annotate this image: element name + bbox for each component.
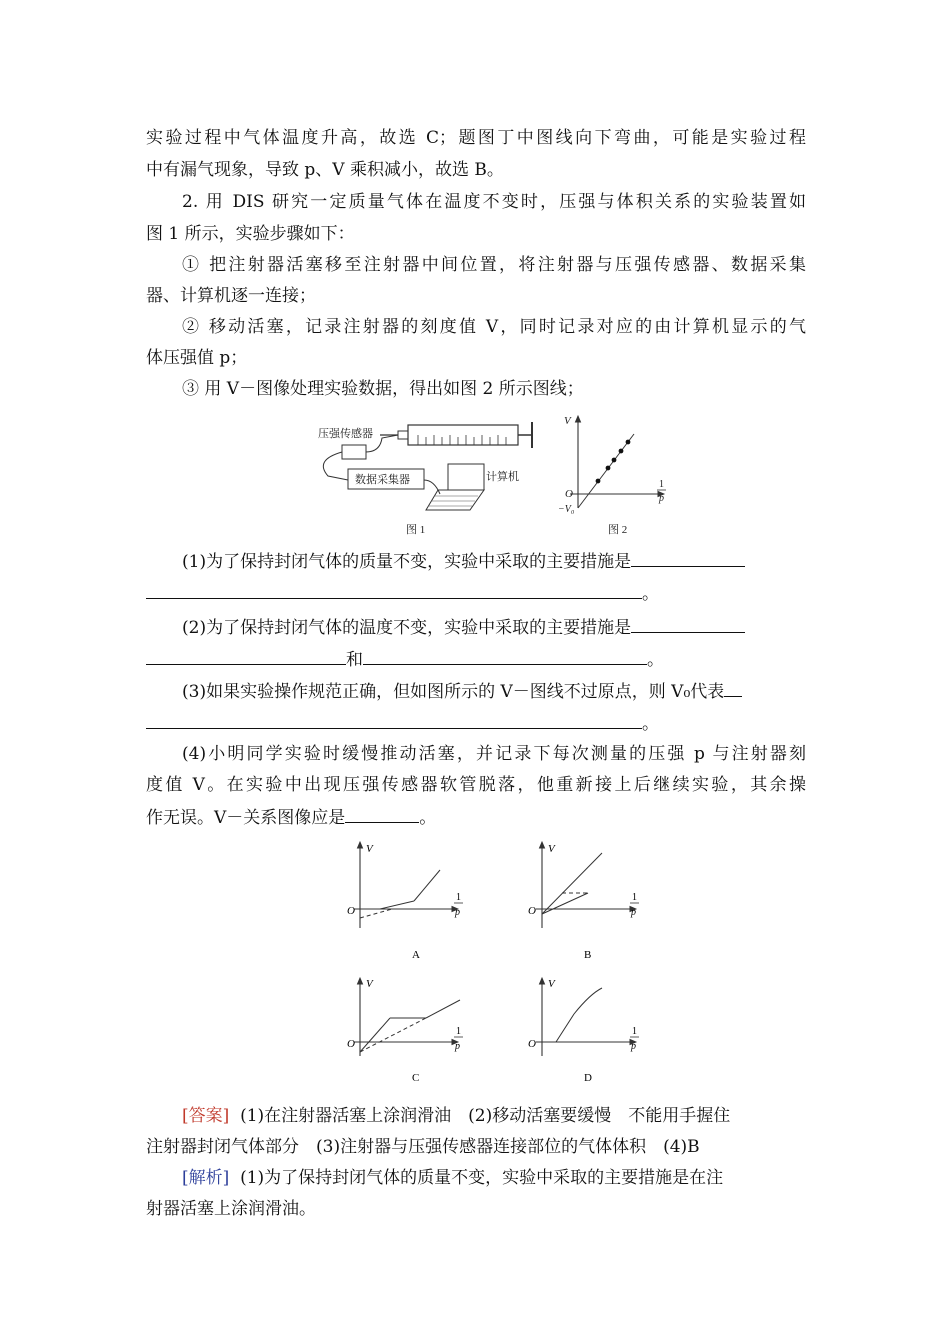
period: 。: [642, 714, 659, 734]
option-c-graph: [347, 978, 463, 1084]
text-line: 实验过程中气体温度升高，故选 C；题图丁中图线向下弯曲，可能是实验过程: [146, 128, 806, 148]
collector-label: 数据采集器: [355, 474, 410, 486]
answer-blank[interactable]: [631, 548, 745, 567]
option-a-o: O: [347, 905, 355, 917]
option-graphs: [330, 836, 660, 1094]
option-c-o: O: [347, 1038, 355, 1050]
question-3-cont: [146, 710, 659, 736]
option-d-graph: [528, 978, 639, 1084]
step-2: ② 移动活塞，记录注射器的刻度值 V，同时记录对应的由计算机显示的气: [182, 317, 806, 337]
figure-2-graph: [556, 408, 676, 538]
question-4-text: 作无误。V－关系图像应是: [146, 808, 346, 828]
explanation-tag: [解析]: [182, 1168, 230, 1188]
option-c-one: 1: [456, 1026, 461, 1037]
explanation-text: (1)为了保持封闭气体的质量不变，实验中采取的主要措施是在注: [240, 1168, 724, 1188]
fig2-negv0: −V₀: [558, 504, 575, 515]
explanation-line: [182, 1166, 723, 1190]
option-a-label: A: [412, 949, 420, 961]
text-line: 器、计算机逐一连接；: [146, 286, 316, 306]
question-3: [182, 678, 742, 704]
step-3: ③ 用 V－图像处理实验数据，得出如图 2 所示图线；: [182, 379, 584, 399]
option-c-p: p: [455, 1041, 460, 1052]
question-4-cont: 度值 V。在实验中出现压强传感器软管脱落，他重新接上后继续实验，其余操: [146, 775, 806, 795]
period: 。: [647, 650, 664, 670]
answer-tag: [答案]: [182, 1106, 230, 1126]
question-2-cont: [146, 646, 664, 672]
answer-blank[interactable]: [146, 646, 346, 665]
question-4: (4)小明同学实验时缓慢推动活塞，并记录下每次测量的压强 p 与注射器刻: [182, 744, 806, 764]
question-2-intro: 2. 用 DIS 研究一定质量气体在温度不变时，压强与体积关系的实验装置如: [182, 192, 806, 212]
explanation-line-2: 射器活塞上涂润滑油。: [146, 1199, 316, 1219]
question-4-end: [146, 804, 436, 830]
option-d-o: O: [528, 1038, 536, 1050]
option-b-p: p: [631, 907, 636, 918]
question-1-text: (1)为了保持封闭气体的质量不变，实验中采取的主要措施是: [182, 552, 632, 572]
option-a-one: 1: [456, 892, 461, 903]
figure-1-caption: 图 1: [406, 524, 426, 536]
fig2-v-label: V: [564, 415, 571, 427]
answer-blank[interactable]: [146, 710, 642, 729]
option-d-v: V: [548, 978, 555, 990]
answer-line: [182, 1104, 730, 1128]
option-a-v: V: [366, 843, 373, 855]
answer-blank[interactable]: [631, 614, 745, 633]
computer-label: 计算机: [486, 471, 519, 483]
text-line: 图 1 所示，实验步骤如下：: [146, 224, 355, 244]
figure-1-apparatus: [300, 408, 540, 538]
answer-blank[interactable]: [363, 646, 647, 665]
answer-blank[interactable]: [146, 580, 642, 599]
and-word: 和: [346, 650, 363, 670]
fig2-origin: O: [565, 488, 573, 500]
text-line: 中有漏气现象，导致 p、V 乘积减小，故选 B。: [146, 160, 504, 180]
option-c-label: C: [412, 1072, 420, 1084]
option-d-label: D: [584, 1072, 592, 1084]
question-1: [182, 548, 745, 574]
figure-2-caption: 图 2: [608, 524, 628, 536]
period: 。: [642, 584, 659, 604]
text-line: 体压强值 p；: [146, 348, 248, 368]
question-2: [182, 614, 745, 640]
option-b-label: B: [584, 949, 592, 961]
option-b-o: O: [528, 905, 536, 917]
option-c-v: V: [366, 978, 373, 990]
option-a-graph: [347, 842, 463, 961]
question-1-cont: [146, 580, 659, 606]
fig2-one: 1: [659, 479, 664, 490]
option-b-one: 1: [632, 892, 637, 903]
answer-line-2: 注射器封闭气体部分 (3)注射器与压强传感器连接部位的气体体积 (4)B: [146, 1137, 700, 1157]
step-1: ① 把注射器活塞移至注射器中间位置，将注射器与压强传感器、数据采集: [182, 255, 806, 275]
option-d-one: 1: [632, 1026, 637, 1037]
option-b-graph: [528, 842, 639, 961]
answer-text: (1)在注射器活塞上涂润滑油 (2)移动活塞要缓慢 不能用手握住: [240, 1106, 731, 1126]
option-d-p: p: [631, 1041, 636, 1052]
answer-blank[interactable]: [724, 678, 742, 697]
sensor-label: 压强传感器: [318, 428, 373, 440]
question-2-text: (2)为了保持封闭气体的温度不变，实验中采取的主要措施是: [182, 618, 632, 638]
option-a-p: p: [455, 907, 460, 918]
fig2-p: p: [659, 493, 664, 504]
question-3-text: (3)如果实验操作规范正确，但如图所示的 V－图线不过原点，则 V₀代表: [182, 682, 725, 702]
answer-blank[interactable]: [345, 804, 419, 823]
option-b-v: V: [548, 843, 555, 855]
period: 。: [419, 808, 437, 828]
